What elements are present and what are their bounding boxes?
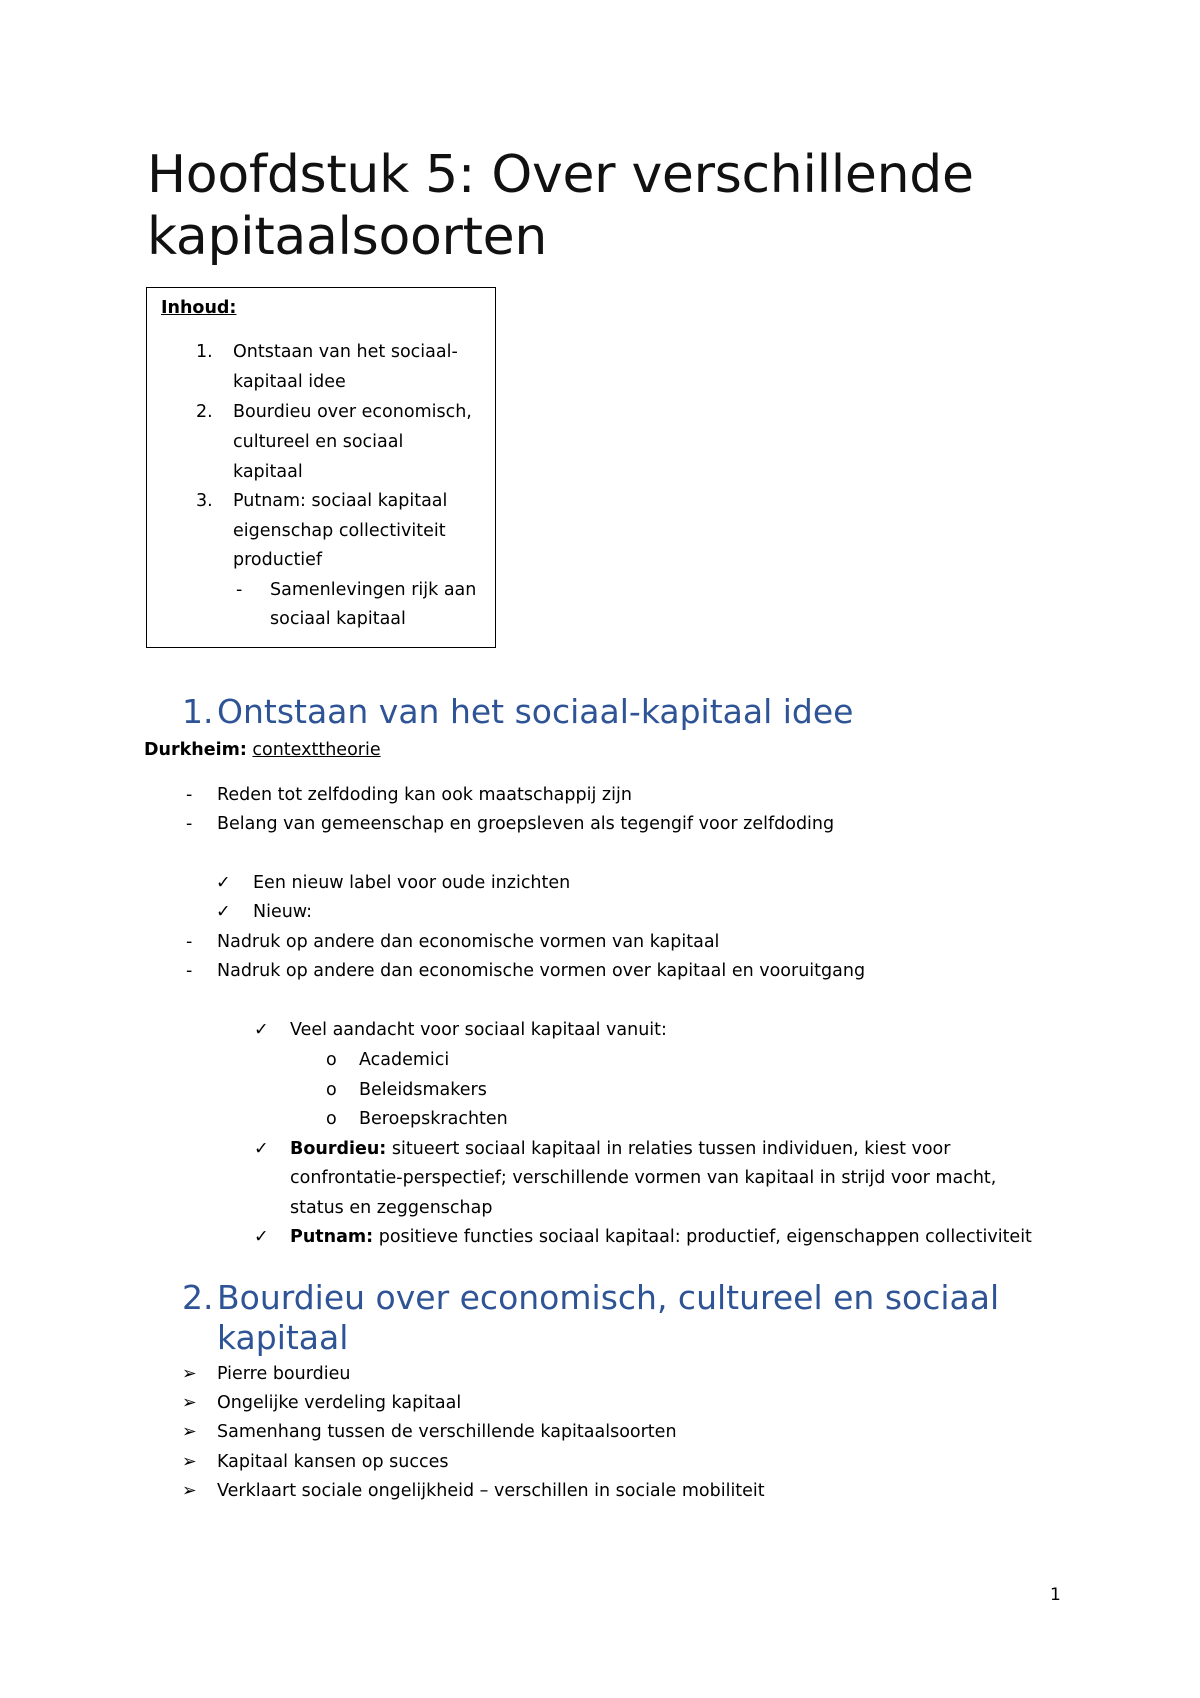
arrow-item-3: Samenhang tussen de verschillende kapitaalsoorten [217,1422,677,1442]
check-icon: ✓ [216,873,231,893]
toc-item-3-line-2: eigenschap collectiviteit [233,521,446,541]
arrow-bullet-icon: ➢ [182,1393,197,1413]
bourdieu-line-1 [290,1137,950,1161]
toc-item-1-number: 1. [196,342,213,362]
check-main-item: Veel aandacht voor sociaal kapitaal vanuit: [290,1020,667,1040]
toc-item-2-line-3: kapitaal [233,462,303,482]
check-icon: ✓ [254,1020,269,1040]
arrow-item-2: Ongelijke verdeling kapitaal [217,1393,462,1413]
toc-item-2-line-2: cultureel en sociaal [233,432,404,452]
arrow-bullet-icon: ➢ [182,1422,197,1442]
circle-item-1: Academici [359,1050,450,1070]
toc-item-2-number: 2. [196,402,213,422]
toc-item-3-line-1: Putnam: sociaal kapitaal [233,491,448,511]
putnam-line [290,1225,1032,1249]
bourdieu-text-1: situeert sociaal kapitaal in relaties tussen individuen, kiest voor [391,1139,951,1159]
toc-item-1-line-1: Ontstaan van het sociaal- [233,342,458,362]
bourdieu-line-3: status en zeggenschap [290,1198,493,1218]
toc-subitem-line-2: sociaal kapitaal [270,609,406,629]
arrow-item-1: Pierre bourdieu [217,1364,351,1384]
dash-bullet-1: - [186,785,193,805]
section-2-number: 2. [182,1278,214,1317]
check-item-1: Een nieuw label voor oude inzichten [253,873,571,893]
page-title-line-1: Hoofdstuk 5: Over verschillende [147,145,974,205]
durkheim-label: Durkheim: [144,740,247,760]
section-1-heading: Ontstaan van het sociaal-kapitaal idee [217,692,854,731]
dash-bullet-2: - [186,814,193,834]
circle-bullet-icon: o [326,1109,337,1129]
bourdieu-label: Bourdieu: [290,1139,387,1159]
toc-item-2-line-1: Bourdieu over economisch, [233,402,472,422]
toc-subitem-line-1: Samenlevingen rijk aan [270,580,477,600]
check-icon: ✓ [254,1139,269,1159]
putnam-label: Putnam: [290,1227,374,1247]
circle-item-3: Beroepskrachten [359,1109,508,1129]
arrow-bullet-icon: ➢ [182,1452,197,1472]
circle-item-2: Beleidsmakers [359,1080,487,1100]
section-1-number: 1. [182,692,214,731]
check-item-2: Nieuw: [253,902,313,922]
circle-bullet-icon: o [326,1080,337,1100]
check-icon: ✓ [216,902,231,922]
arrow-bullet-icon: ➢ [182,1481,197,1501]
page-number: 1 [1050,1585,1061,1605]
durkheim-theory: contexttheorie [252,740,381,760]
dash-item-4: Nadruk op andere dan economische vormen over kapitaal en vooruitgang [217,961,866,981]
check-icon: ✓ [254,1227,269,1247]
dash-item-1: Reden tot zelfdoding kan ook maatschappij zijn [217,785,632,805]
toc-item-1-line-2: kapitaal idee [233,372,346,392]
page-title-line-2: kapitaalsoorten [147,207,548,267]
section-2-heading-line-2: kapitaal [217,1318,349,1357]
putnam-text: positieve functies sociaal kapitaal: productief, eigenschappen collectiviteit [378,1227,1032,1247]
circle-bullet-icon: o [326,1050,337,1070]
toc-subitem-dash: - [236,580,243,600]
arrow-item-4: Kapitaal kansen op succes [217,1452,449,1472]
arrow-bullet-icon: ➢ [182,1364,197,1384]
toc-heading: Inhoud: [161,298,237,318]
dash-bullet-4: - [186,961,193,981]
arrow-item-5: Verklaart sociale ongelijkheid – verschillen in sociale mobiliteit [217,1481,765,1501]
durkheim-line [144,738,381,762]
dash-item-2: Belang van gemeenschap en groepsleven als tegengif voor zelfdoding [217,814,835,834]
section-2-heading-line-1: Bourdieu over economisch, cultureel en sociaal [217,1278,1000,1317]
toc-item-3-number: 3. [196,491,213,511]
toc-item-3-line-3: productief [233,550,323,570]
dash-bullet-3: - [186,932,193,952]
dash-item-3: Nadruk op andere dan economische vormen van kapitaal [217,932,720,952]
bourdieu-line-2: confrontatie-perspectief; verschillende vormen van kapitaal in strijd voor macht, [290,1168,997,1188]
